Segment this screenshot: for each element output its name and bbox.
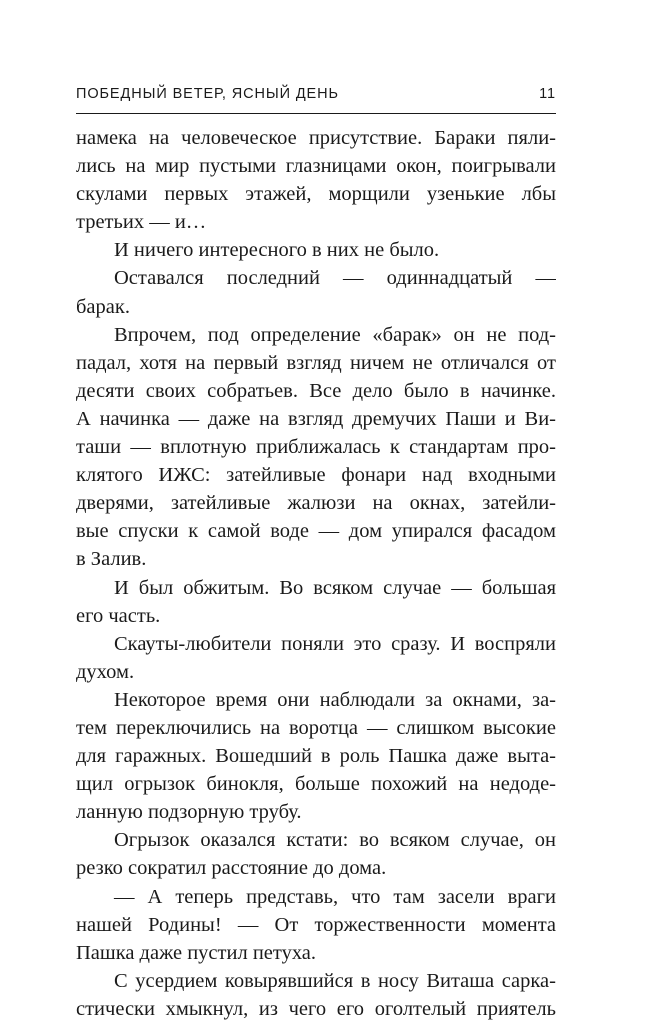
- body-text: [76, 124, 556, 1023]
- running-title: ПОБЕДНЫЙ ВЕТЕР, ЯСНЫЙ ДЕНЬ: [76, 86, 339, 102]
- text-line: вые спуски к самой воде — дом упирался фасадом: [76, 520, 556, 543]
- text-line: резко сократил расстояние до дома.: [76, 857, 387, 880]
- text-line: С усердием ковырявшийся в носу Виташа сарка-: [114, 969, 556, 992]
- text-line: И был обжитым. Во всяком случае — большая: [114, 576, 556, 599]
- text-line: Огрызок оказался кстати: во всяком случае, он: [114, 829, 556, 852]
- text-line: дверями, затейливые жалюзи на окнах, затейли-: [76, 492, 556, 515]
- text-line: духом.: [76, 660, 135, 683]
- text-line: стически хмыкнул, из чего его оголтелый приятель: [76, 997, 556, 1020]
- text-line: щил огрызок бинокля, больше похожий на недоде-: [76, 773, 556, 796]
- text-line: десяти своих собратьев. Все дело было в начинке.: [76, 379, 556, 402]
- text-line: скулами первых этажей, морщили узенькие лбы: [76, 183, 556, 206]
- text-line: ланную подзорную трубу.: [76, 801, 302, 824]
- text-line: Впрочем, под определение «барак» он не под-: [114, 323, 556, 346]
- text-line: лись на мир пустыми глазницами окон, поигрывали: [76, 155, 556, 178]
- text-line: Оставался последний — одиннадцатый —: [114, 267, 556, 290]
- text-line: третьих — и…: [76, 211, 207, 234]
- text-line: тем переключились на воротца — слишком высокие: [76, 716, 556, 739]
- text-line: Скауты-любители поняли это сразу. И воспряли: [114, 632, 556, 655]
- text-line: намека на человеческое присутствие. Бараки пяли-: [76, 127, 556, 149]
- text-line: барак.: [76, 295, 130, 318]
- text-line: Некоторое время они наблюдали за окнами, за-: [114, 688, 556, 711]
- text-line: падал, хотя на первый взгляд ничем не отличался от: [76, 351, 556, 374]
- text-line: — А теперь представь, что там засели враги: [114, 885, 556, 908]
- text-line: А начинка — даже на взгляд дремучих Паши и Ви-: [76, 407, 556, 430]
- text-line: нашей Родины! — От торжественности момента: [76, 913, 556, 936]
- page-number: 11: [539, 86, 556, 102]
- text-line: в Залив.: [76, 548, 147, 571]
- text-line: его часть.: [76, 604, 161, 627]
- text-line: таши — вплотную приближалась к стандартам про-: [76, 436, 556, 459]
- text-line: для гаражных. Вошедший в роль Пашка даже выта-: [76, 745, 556, 768]
- text-line: клятого ИЖС: затейливые фонари над входными: [76, 464, 556, 487]
- running-head: [76, 86, 556, 108]
- text-line: И ничего интересного в них не было.: [114, 239, 440, 262]
- text-line: Пашка даже пустил петуха.: [76, 941, 317, 964]
- header-rule: [76, 113, 556, 114]
